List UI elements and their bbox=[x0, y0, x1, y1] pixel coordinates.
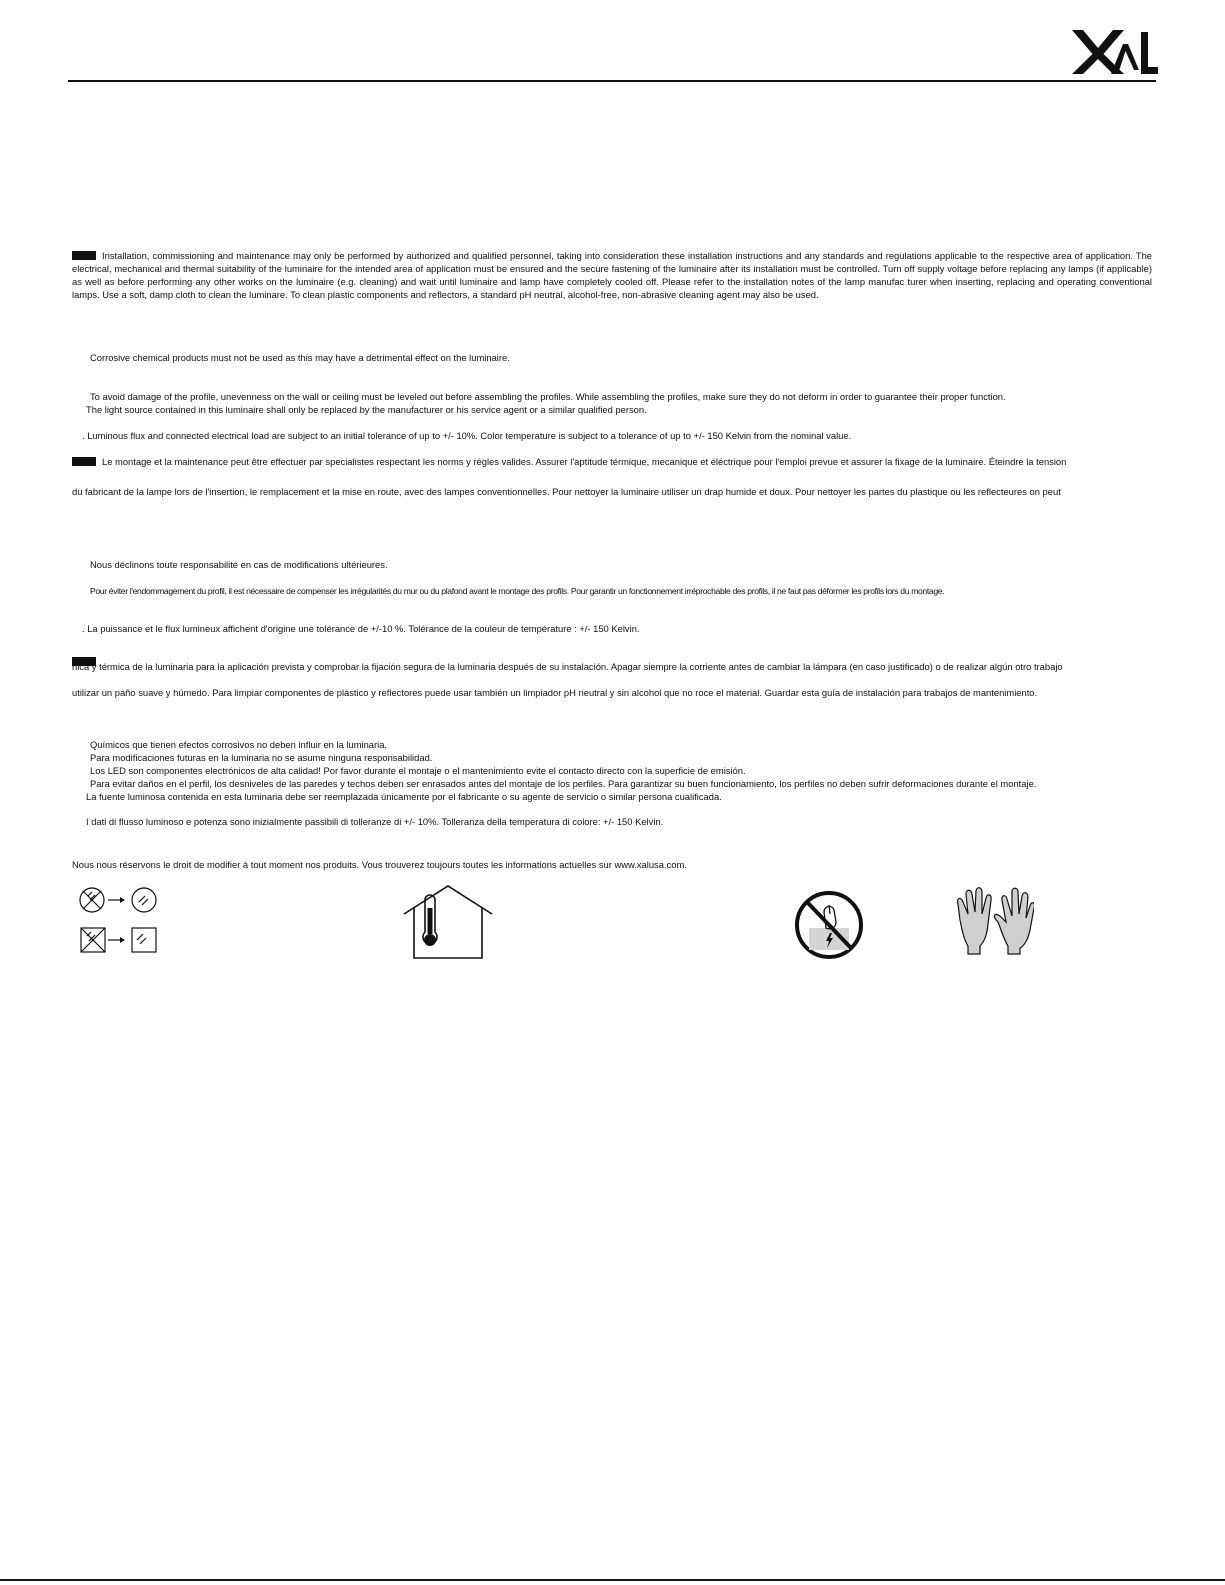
en-profile-text: To avoid damage of the profile, unevenness on the wall or ceiling must be leveled out before assembling the profiles. While assembling the profiles, make sure they do not deform in order to guarantee their proper function. bbox=[90, 391, 1006, 402]
es-corrosive-text: Químicos que tienen efectos corrosivos no deben influir en la luminaria. bbox=[90, 739, 388, 750]
lamp-replacement-icon bbox=[76, 886, 164, 956]
gloves-icon bbox=[950, 884, 1034, 956]
es-led-text: Los LED son componentes electrónicos de alta calidad! Por favor durante el montaje o el mantenimiento evite el contacto directo con la superficie de emisión. bbox=[90, 765, 746, 776]
no-touch-led-icon bbox=[794, 890, 864, 960]
indoor-temperature-icon bbox=[400, 884, 496, 960]
en-light-source-text: The light source contained in this luminaire shall only be replaced by the manufacturer or his service agent or a similar qualified person. bbox=[86, 404, 647, 415]
es-light-source-text: La fuente luminosa contenida en esta luminaria debe ser reemplazada únicamente por el fabricante o su agente de servicio o similar persona cualificada. bbox=[86, 791, 722, 802]
header-rule bbox=[68, 80, 1156, 82]
es-line-1: nica y térmica de la luminaria para la aplicación prevista y comprobar la fijación segura de la luminaria después de su instalación. Apagar siempre la corriente antes de cambiar la lámpara (en caso justificado) o de realizar algún otro trabajo bbox=[72, 661, 1063, 672]
en-intro-text: Installation, commissioning and maintenance may only be performed by authorized and qualified personnel, taking into consideration these installation instructions and any standards and regulations applicable to the respective area of application. The electrical, mechanical and thermal suitability of the luminaire for the intended area of application must be ensured and the secure fastening of the luminaire after its installation must be controlled. Turn off supply voltage before replacing any lamps (if applicable) as well as before performing any other works on the luminaire (e.g. cleaning) and wait until luminaire and lamp have completely cooled off. Please refer to the installation notes of the lamp manufac turer when inserting, replacing and operating conventional lamps. Use a soft, damp cloth to clean the luminare. To clean plastic components and reflectors, a standard pH neutral, alcohol-free, non-abrasive cleaning agent may also be used. bbox=[72, 250, 1152, 300]
language-badge-en bbox=[72, 251, 96, 260]
footer-rule bbox=[0, 1579, 1225, 1581]
fr-intro-text: Le montage et la maintenance peut être effectuer par specialistes respectant les norms y régles valides. Assurer l'aptitude térmique, mecanique et éléctrique pour l'emploi prevue et assurer la fixage de la luminaire. Éteindre la tension bbox=[102, 456, 1067, 467]
es-profile-text: Para evitar daños en el perfil, los desniveles de las paredes y techos deben ser enrasados antes del montaje de los perfiles. Para garantizar su buen funcionamiento, los perfiles no deben sufrir deformaciones durante el montaje. bbox=[90, 778, 1037, 789]
es-line-2: utilizar un paño suave y húmedo. Para limpiar componentes de plástico y reflectores puede usar también un limpiador pH neutral y sin alcohol que no roce el material. Guardar esta guía de instalación para trabajos de mantenimiento. bbox=[72, 687, 1038, 698]
es-liability-text: Para modificaciones futuras en la luminaria no se asume ninguna responsabilidad. bbox=[90, 752, 433, 763]
en-tolerance-text: . Luminous flux and connected electrical load are subject to an initial tolerance of up to +/- 10%. Color temperature is subject to a tolerance of up to +/- 150 Kelvin from the nominal value. bbox=[82, 430, 852, 441]
language-badge-fr bbox=[72, 457, 96, 466]
xal-logo-icon bbox=[1072, 30, 1158, 74]
fr-liability-text: Nous déclinons toute responsabilité en cas de modifications ultérieures. bbox=[90, 559, 388, 570]
en-intro-paragraph bbox=[72, 249, 1152, 301]
it-tolerance-text: I dati di flusso luminoso e potenza sono inizialmente passibili di tolleranze di +/- 10%. Tolleranza della temperatura di colore: +/- 150 Kelvin. bbox=[86, 816, 664, 827]
fr-manufacturer-text: du fabricant de la lampe lors de l'insertion, le remplacement et la mise en route, avec des lampes conventionnelles. Pour nettoyer la luminaire utiliser un drap humide et doux. Pour nettoyer les partes du plastique ou les reflecteures on peut bbox=[72, 486, 1061, 497]
fr-tolerance-text: . La puissance et le flux lumineux affichent d'origine une tolérance de +/-10 %. Tolérance de la couleur de température : +/- 150 Kelvin. bbox=[82, 623, 640, 634]
fr-intro-paragraph bbox=[72, 456, 1066, 468]
rights-reserved-text: Nous nous réservons le droit de modifier à tout moment nos produits. Vous trouverez toujours toutes les informations actuelles sur www.xalusa.com. bbox=[72, 859, 687, 870]
fr-profile-text: Pour éviter l'endommagement du profil, il est nécessaire de compenser les irrégularités du mur ou du plafond avant le montage des profils. Pour garantir un fonctionnement irréprochable des profils, il ne faut pas déformer les profils lors du montage. bbox=[90, 586, 945, 596]
en-corrosive-text: Corrosive chemical products must not be used as this may have a detrimental effect on the luminaire. bbox=[90, 352, 510, 363]
